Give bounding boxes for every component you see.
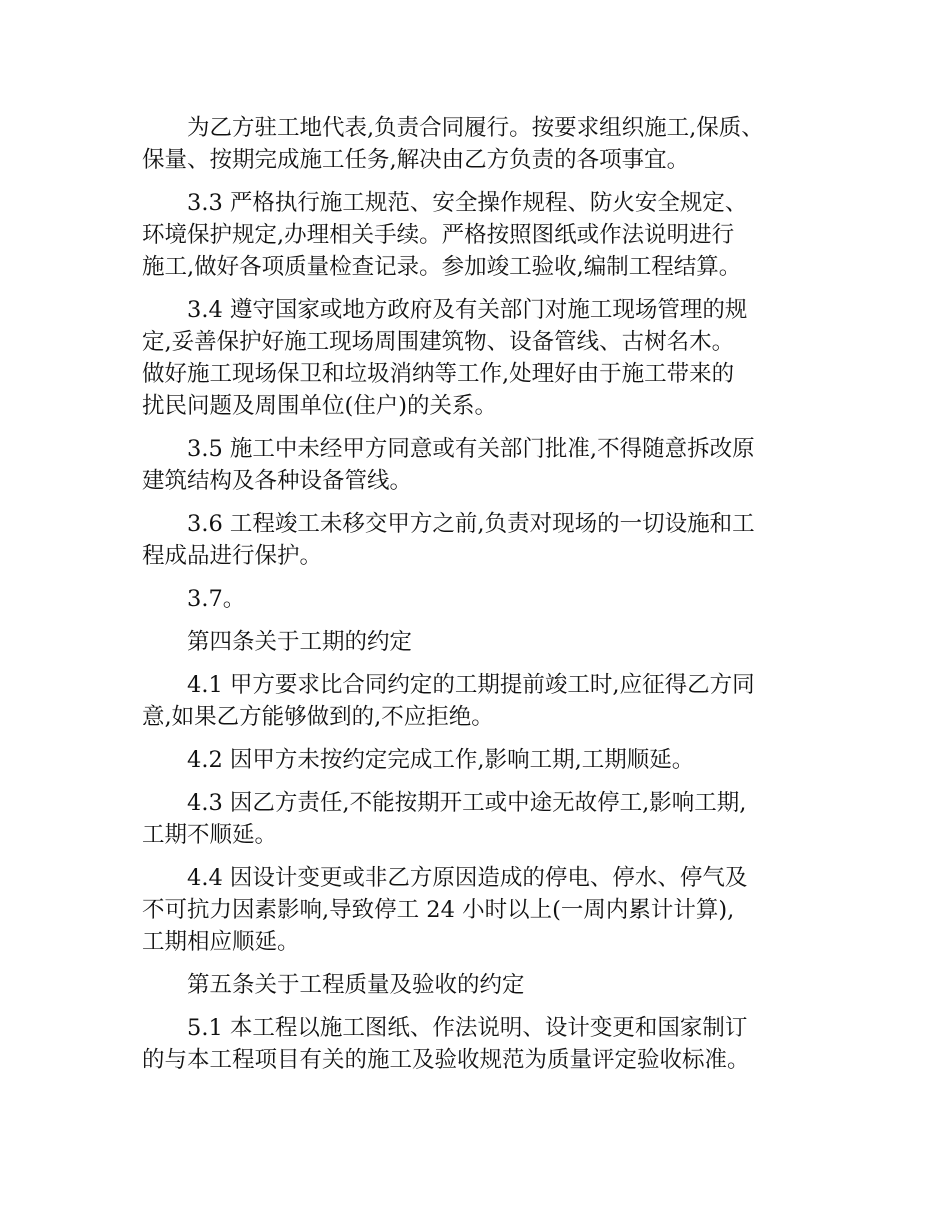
text-line: 程成品进行保护。 — [142, 543, 323, 569]
text-line: 定,妥善保护好施工现场周围建筑物、设备管线、古树名木。 — [142, 329, 735, 355]
text-line: 4.3 因乙方责任,不能按期开工或中途无故停工,影响工期, — [187, 790, 747, 816]
text-line: 3.6 工程竣工未移交甲方之前,负责对现场的一切设施和工 — [187, 511, 755, 537]
text-line: 施工,做好各项质量检查记录。参加竣工验收,编制工程结算。 — [142, 254, 742, 280]
text-line: 为乙方驻工地代表,负责合同履行。按要求组织施工,保质、 — [187, 115, 764, 141]
body-paragraph — [142, 112, 822, 176]
body-paragraph — [142, 508, 822, 572]
body-paragraph — [142, 1012, 822, 1076]
body-paragraph — [142, 669, 822, 733]
text-line: 工期相应顺延。 — [142, 929, 300, 955]
text-line: 第四条关于工期的约定 — [187, 629, 413, 655]
text-line: 3.3 严格执行施工规范、安全操作规程、防火安全规定、 — [187, 190, 748, 216]
text-line: 3.4 遵守国家或地方政府及有关部门对施工现场管理的规 — [187, 297, 748, 323]
text-line: 3.5 施工中未经甲方同意或有关部门批准,不得随意拆改原 — [187, 436, 755, 462]
text-line: 建筑结构及各种设备管线。 — [142, 468, 413, 494]
document-page — [142, 112, 822, 1087]
text-line: 4.2 因甲方未按约定完成工作,影响工期,工期顺延。 — [187, 747, 695, 773]
text-line: 3.7。 — [187, 586, 246, 612]
text-line: 的与本工程项目有关的施工及验收规范为质量评定验收标准。 — [142, 1047, 750, 1073]
text-line: 保量、按期完成施工任务,解决由乙方负责的各项事宜。 — [142, 147, 690, 173]
body-paragraph — [142, 744, 822, 776]
section-heading — [142, 969, 822, 1001]
body-paragraph — [142, 294, 822, 422]
section-heading — [142, 626, 822, 658]
text-line: 不可抗力因素影响,导致停工 24 小时以上(一周内累计计算), — [142, 897, 735, 923]
body-paragraph — [142, 583, 822, 615]
text-line: 环境保护规定,办理相关手续。严格按照图纸或作法说明进行 — [142, 222, 735, 248]
text-line: 4.1 甲方要求比合同约定的工期提前竣工时,应征得乙方同 — [187, 672, 755, 698]
text-line: 做好施工现场保卫和垃圾消纳等工作,处理好由于施工带来的 — [142, 361, 735, 387]
body-paragraph — [142, 187, 822, 283]
body-paragraph — [142, 787, 822, 851]
body-paragraph — [142, 433, 822, 497]
text-line: 意,如果乙方能够做到的,不应拒绝。 — [142, 704, 494, 730]
text-line: 工期不顺延。 — [142, 822, 278, 848]
text-line: 扰民问题及周围单位(住户)的关系。 — [142, 393, 498, 419]
body-paragraph — [142, 862, 822, 958]
text-line: 5.1 本工程以施工图纸、作法说明、设计变更和国家制订 — [187, 1015, 748, 1041]
text-line: 4.4 因设计变更或非乙方原因造成的停电、停水、停气及 — [187, 865, 748, 891]
text-line: 第五条关于工程质量及验收的约定 — [187, 972, 525, 998]
